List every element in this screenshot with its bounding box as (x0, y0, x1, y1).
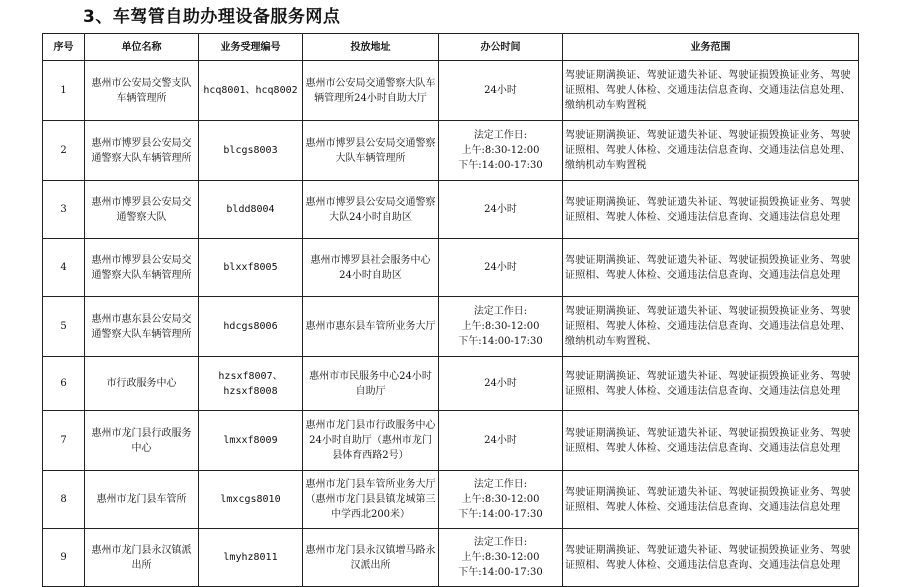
table-header-row (43, 34, 859, 61)
cell-code: blxxf8005 (199, 239, 303, 297)
cell-unit: 惠州市龙门县永汉镇派出所 (85, 529, 199, 587)
cell-hours (439, 61, 563, 121)
hours-line: 下午:14:00-17:30 (458, 509, 543, 520)
cell-scope: 驾驶证期满换证、驾驶证遗失补证、驾驶证损毁换证业务、驾驶证照相、驾驶人体检、交通违法信息查询、交通违法信息处理 (563, 529, 859, 587)
cell-unit: 惠州市博罗县公安局交通警察大队车辆管理所 (85, 239, 199, 297)
cell-no: 5 (43, 297, 85, 357)
cell-no: 6 (43, 357, 85, 411)
cell-hours (439, 181, 563, 239)
cell-no: 1 (43, 61, 85, 121)
header-address: 投放地址 (303, 34, 439, 61)
page-title: 3、车驾管自助办理设备服务网点 (83, 7, 341, 27)
cell-scope: 驾驶证期满换证、驾驶证遗失补证、驾驶证损毁换证业务、驾驶证照相、驾驶人体检、交通违法信息查询、交通违法信息处理 (563, 357, 859, 411)
cell-code: hcq8001、hcq8002 (199, 61, 303, 121)
cell-code: blcgs8003 (199, 121, 303, 181)
table-row (43, 297, 859, 357)
hours-line: 24小时 (484, 262, 517, 273)
hours-line: 上午:8:30-12:00 (461, 552, 540, 563)
cell-no: 8 (43, 471, 85, 529)
cell-hours (439, 121, 563, 181)
cell-scope: 驾驶证期满换证、驾驶证遗失补证、驾驶证损毁换证业务、驾驶证照相、驾驶人体检、交通违法信息查询、交通违法信息处理 (563, 181, 859, 239)
hours-line: 上午:8:30-12:00 (461, 321, 540, 332)
cell-address: 惠州市龙门县市行政服务中心24小时自助厅（惠州市龙门县体育西路2号） (303, 411, 439, 471)
cell-hours (439, 357, 563, 411)
hours-line: 法定工作日: (473, 479, 528, 490)
hours-line: 24小时 (484, 378, 517, 389)
cell-address: 惠州市惠东县车管所业务大厅 (303, 297, 439, 357)
hours-line: 法定工作日: (473, 537, 528, 548)
table-row (43, 121, 859, 181)
cell-address: 惠州市博罗县公安局交通警察大队24小时自助区 (303, 181, 439, 239)
cell-unit: 惠州市龙门县行政服务中心 (85, 411, 199, 471)
cell-address: 惠州市市民服务中心24小时自助厅 (303, 357, 439, 411)
cell-hours (439, 529, 563, 587)
table-row (43, 529, 859, 587)
cell-scope: 驾驶证期满换证、驾驶证遗失补证、驾驶证损毁换证业务、驾驶证照相、驾驶人体检、交通违法信息查询、交通违法信息处理 (563, 471, 859, 529)
cell-code: hdcgs8006 (199, 297, 303, 357)
cell-no: 4 (43, 239, 85, 297)
cell-address: 惠州市博罗县公安局交通警察大队车辆管理所 (303, 121, 439, 181)
hours-line: 上午:8:30-12:00 (461, 145, 540, 156)
header-hours: 办公时间 (439, 34, 563, 61)
cell-unit: 惠州市博罗县公安局交通警察大队 (85, 181, 199, 239)
cell-no: 7 (43, 411, 85, 471)
header-code: 业务受理编号 (199, 34, 303, 61)
hours-line: 下午:14:00-17:30 (458, 567, 543, 578)
table-row (43, 181, 859, 239)
hours-line: 上午:8:30-12:00 (461, 494, 540, 505)
table-row (43, 411, 859, 471)
cell-address: 惠州市博罗县社会服务中心24小时自助区 (303, 239, 439, 297)
table-row (43, 471, 859, 529)
hours-line: 法定工作日: (473, 306, 528, 317)
table-row (43, 239, 859, 297)
cell-no: 3 (43, 181, 85, 239)
hours-line: 下午:14:00-17:30 (458, 160, 543, 171)
cell-hours (439, 471, 563, 529)
cell-unit: 惠州市博罗县公安局交通警察大队车辆管理所 (85, 121, 199, 181)
cell-unit: 惠州市龙门县车管所 (85, 471, 199, 529)
hours-line: 下午:14:00-17:30 (458, 336, 543, 347)
table-row (43, 61, 859, 121)
hours-line: 法定工作日: (473, 130, 528, 141)
cell-hours (439, 239, 563, 297)
table-row (43, 357, 859, 411)
hours-line: 24小时 (484, 435, 517, 446)
hours-line: 24小时 (484, 85, 517, 96)
cell-no: 9 (43, 529, 85, 587)
cell-code: lmxxf8009 (199, 411, 303, 471)
cell-unit: 惠州市惠东县公安局交通警察大队车辆管理所 (85, 297, 199, 357)
cell-scope: 驾驶证期满换证、驾驶证遗失补证、驾驶证损毁换证业务、驾驶证照相、驾驶人体检、交通违法信息查询、交通违法信息处理 (563, 411, 859, 471)
cell-address: 惠州市公安局交通警察大队车辆管理所24小时自助大厅 (303, 61, 439, 121)
cell-code: lmxcgs8010 (199, 471, 303, 529)
cell-scope: 驾驶证期满换证、驾驶证遗失补证、驾驶证损毁换证业务、驾驶证照相、驾驶人体检、交通违法信息查询、交通违法信息处理、缴纳机动车购置税 (563, 121, 859, 181)
cell-no: 2 (43, 121, 85, 181)
cell-code: bldd8004 (199, 181, 303, 239)
cell-hours (439, 411, 563, 471)
cell-hours (439, 297, 563, 357)
cell-unit: 惠州市公安局交警支队车辆管理所 (85, 61, 199, 121)
hours-line: 24小时 (484, 204, 517, 215)
cell-scope: 驾驶证期满换证、驾驶证遗失补证、驾驶证损毁换证业务、驾驶证照相、驾驶人体检、交通违法信息查询、交通违法信息处理、缴纳机动车购置税 (563, 61, 859, 121)
header-no: 序号 (43, 34, 85, 61)
cell-code: lmyhz8011 (199, 529, 303, 587)
cell-scope: 驾驶证期满换证、驾驶证遗失补证、驾驶证损毁换证业务、驾驶证照相、驾驶人体检、交通违法信息查询、交通违法信息处理 (563, 239, 859, 297)
header-unit: 单位名称 (85, 34, 199, 61)
cell-scope: 驾驶证期满换证、驾驶证遗失补证、驾驶证损毁换证业务、驾驶证照相、驾驶人体检、交通违法信息查询、交通违法信息处理、缴纳机动车购置税、 (563, 297, 859, 357)
cell-code: hzsxf8007、hzsxf8008 (199, 357, 303, 411)
cell-address: 惠州市龙门县车管所业务大厅（惠州市龙门县县镇龙城第三中学西北200米） (303, 471, 439, 529)
cell-unit: 市行政服务中心 (85, 357, 199, 411)
header-scope: 业务范围 (563, 34, 859, 61)
service-points-table (42, 33, 859, 587)
cell-address: 惠州市龙门县永汉镇增马路永汉派出所 (303, 529, 439, 587)
